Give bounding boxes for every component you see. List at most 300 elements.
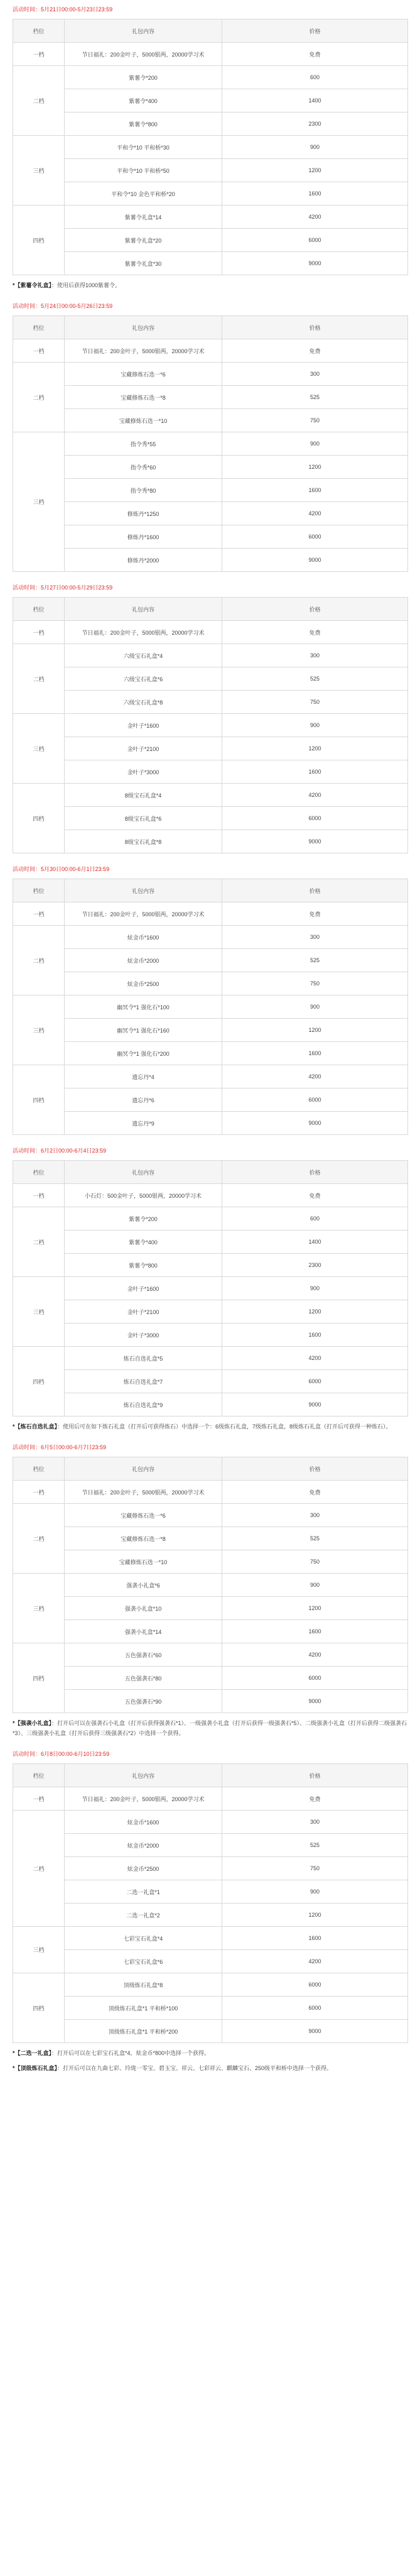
table-row: [13, 182, 408, 206]
price-cell: 4200: [222, 1065, 408, 1088]
table-row: [13, 995, 408, 1019]
table-row: [13, 159, 408, 182]
note-tag: *【二选一礼盒】: [13, 2050, 52, 2056]
table-row: [13, 1112, 408, 1135]
column-header: 档位: [13, 879, 65, 902]
gift-cell: 指令秀*60: [65, 456, 222, 479]
gift-note: [13, 1422, 407, 1432]
note-tag: *【炼石自选礼盒】: [13, 1423, 58, 1430]
price-cell: 300: [222, 1504, 408, 1527]
price-cell: 525: [222, 1834, 408, 1857]
table-row: [13, 409, 408, 432]
table-row: [13, 206, 408, 229]
column-header: 价格: [222, 1161, 408, 1184]
gift-cell: 炼石自选礼盒*9: [65, 1393, 222, 1417]
price-cell: 1200: [222, 456, 408, 479]
table-row: [13, 525, 408, 549]
gift-cell: 金叶子*3000: [65, 1324, 222, 1347]
table-row: [13, 807, 408, 830]
tier-cell: 二档: [13, 926, 65, 995]
table-header-row: [13, 1764, 408, 1787]
column-header: 档位: [13, 598, 65, 621]
price-cell: 1400: [222, 89, 408, 112]
price-cell: 600: [222, 66, 408, 89]
price-cell: 6000: [222, 1997, 408, 2020]
price-cell: 9000: [222, 2020, 408, 2043]
table-row: [13, 1597, 408, 1620]
gift-cell: 宝藏修炼石选一*10: [65, 409, 222, 432]
price-cell: 1600: [222, 1927, 408, 1950]
table-header-row: [13, 316, 408, 339]
price-cell: 525: [222, 667, 408, 691]
gift-cell: 炫金币*2500: [65, 972, 222, 995]
table-row: [13, 1834, 408, 1857]
table-row: [13, 1504, 408, 1527]
price-cell: 6000: [222, 1088, 408, 1112]
table-row: [13, 1254, 408, 1277]
table-row: [13, 1324, 408, 1347]
column-header: 价格: [222, 598, 408, 621]
table-row: [13, 1230, 408, 1254]
note-text: ：打开后可以在九曲七彩、玲珑一零宝、碧玉宝、祥云、七彩祥云、麒麟宝石、250级平和桥中选择一个获得。: [57, 2065, 333, 2071]
gift-cell: 修炼丹*1600: [65, 525, 222, 549]
tier-cell: 四档: [13, 1347, 65, 1417]
price-cell: 9000: [222, 252, 408, 275]
price-cell: 750: [222, 1857, 408, 1880]
table-row: [13, 549, 408, 572]
note-tag: *【紫薯令礼盒】: [13, 282, 52, 288]
price-cell: 免费: [222, 902, 408, 926]
price-cell: 9000: [222, 1112, 408, 1135]
gift-cell: 炫金币*1600: [65, 926, 222, 949]
gift-cell: 炼石自选礼盒*5: [65, 1347, 222, 1370]
price-cell: 6000: [222, 1667, 408, 1690]
price-cell: 1200: [222, 1597, 408, 1620]
column-header: 礼包内容: [65, 879, 222, 902]
column-header: 价格: [222, 1457, 408, 1481]
gift-cell: 炼石自选礼盒*7: [65, 1370, 222, 1393]
table-row: [13, 1481, 408, 1504]
column-header: 价格: [222, 19, 408, 43]
tier-cell: 一档: [13, 1481, 65, 1504]
gift-cell: 金叶子*2100: [65, 1300, 222, 1324]
price-cell: 4200: [222, 1950, 408, 1973]
price-cell: 900: [222, 714, 408, 737]
gift-cell: 宝藏修炼石选一*8: [65, 386, 222, 409]
gift-cell: 节日福礼：200金叶子，5000银两，20000学习术: [65, 1787, 222, 1811]
gift-cell: 七彩宝石礼盒*6: [65, 1950, 222, 1973]
price-cell: 4200: [222, 206, 408, 229]
price-cell: 4200: [222, 502, 408, 525]
tier-cell: 二档: [13, 1207, 65, 1277]
tier-cell: 三档: [13, 136, 65, 206]
gift-cell: 幽冥令*1 强化石*200: [65, 1042, 222, 1065]
gift-cell: 平和令*10 平和桥*30: [65, 136, 222, 159]
table-row: [13, 972, 408, 995]
gift-table: [13, 315, 408, 572]
price-cell: 2300: [222, 1254, 408, 1277]
activity-time: 活动时间：5月27日00:00-5月29日23:59: [13, 584, 113, 591]
table-row: [13, 502, 408, 525]
gift-cell: 宝藏修炼石选一*6: [65, 363, 222, 386]
gift-cell: 节日福礼：200金叶子，5000银两，20000学习术: [65, 1481, 222, 1504]
activity-time: 活动时间：6月8日00:00-6月10日23:59: [13, 1751, 110, 1757]
price-cell: 1600: [222, 1042, 408, 1065]
gift-table: [13, 1763, 408, 2043]
gift-cell: 小石灯：500金叶子，5000银两，20000学习术: [65, 1184, 222, 1207]
table-row: [13, 644, 408, 667]
column-header: 价格: [222, 1764, 408, 1787]
price-cell: 900: [222, 432, 408, 456]
price-cell: 免费: [222, 43, 408, 66]
activity-section: [13, 865, 407, 1135]
table-row: [13, 1787, 408, 1811]
gift-cell: 炫金币*2000: [65, 1834, 222, 1857]
gift-cell: 二选一礼盒*2: [65, 1904, 222, 1927]
tier-cell: 一档: [13, 1184, 65, 1207]
gift-cell: 顶级炼石礼盒*8: [65, 1973, 222, 1997]
table-row: [13, 691, 408, 714]
tier-cell: 一档: [13, 43, 65, 66]
price-cell: 525: [222, 949, 408, 972]
price-cell: 900: [222, 1277, 408, 1300]
tier-cell: 二档: [13, 1811, 65, 1927]
table-row: [13, 1042, 408, 1065]
table-row: [13, 926, 408, 949]
tier-cell: 三档: [13, 1927, 65, 1973]
gift-cell: 宝藏修炼石选一*6: [65, 1504, 222, 1527]
price-cell: 免费: [222, 1481, 408, 1504]
table-row: [13, 1620, 408, 1643]
table-row: [13, 737, 408, 760]
gift-cell: 遗忘丹*9: [65, 1112, 222, 1135]
activity-time: 活动时间：5月24日00:00-5月26日23:59: [13, 303, 113, 309]
gift-cell: 紫薯令*400: [65, 89, 222, 112]
price-cell: 750: [222, 409, 408, 432]
price-cell: 900: [222, 995, 408, 1019]
price-cell: 9000: [222, 1393, 408, 1417]
gift-note: [13, 2063, 407, 2073]
activity-section: [13, 302, 407, 572]
price-cell: 525: [222, 1527, 408, 1550]
table-row: [13, 43, 408, 66]
table-row: [13, 1690, 408, 1713]
price-cell: 6000: [222, 229, 408, 252]
tier-cell: 四档: [13, 206, 65, 275]
table-row: [13, 1207, 408, 1230]
table-row: [13, 1393, 408, 1417]
tier-cell: 一档: [13, 339, 65, 363]
gift-cell: 紫薯令*200: [65, 66, 222, 89]
table-row: [13, 1667, 408, 1690]
activity-time: 活动时间：5月30日00:00-6月1日23:59: [13, 866, 110, 872]
table-row: [13, 1347, 408, 1370]
table-row: [13, 229, 408, 252]
price-cell: 免费: [222, 621, 408, 644]
tier-cell: 二档: [13, 66, 65, 136]
table-row: [13, 1997, 408, 2020]
column-header: 价格: [222, 879, 408, 902]
activity-section: [13, 5, 407, 290]
table-row: [13, 760, 408, 784]
activity-section: [13, 1146, 407, 1432]
price-cell: 1600: [222, 1324, 408, 1347]
gift-cell: 七彩宝石礼盒*4: [65, 1927, 222, 1950]
price-cell: 6000: [222, 1370, 408, 1393]
table-row: [13, 1904, 408, 1927]
activity-section: [13, 583, 407, 853]
price-cell: 1600: [222, 182, 408, 206]
gift-note: [13, 1718, 407, 1738]
gift-cell: 修炼丹*2000: [65, 549, 222, 572]
column-header: 礼包内容: [65, 1457, 222, 1481]
price-cell: 1600: [222, 760, 408, 784]
tier-cell: 二档: [13, 644, 65, 714]
tier-cell: 一档: [13, 1787, 65, 1811]
gift-cell: 节日福礼：200金叶子，5000银两，20000学习术: [65, 902, 222, 926]
price-cell: 免费: [222, 1787, 408, 1811]
price-cell: 4200: [222, 1643, 408, 1667]
gift-cell: 五色强袭石*80: [65, 1667, 222, 1690]
table-row: [13, 2020, 408, 2043]
gift-table: [13, 879, 408, 1135]
table-row: [13, 1857, 408, 1880]
gift-cell: 六级宝石礼盒*6: [65, 667, 222, 691]
table-header-row: [13, 19, 408, 43]
gift-table: [13, 1457, 408, 1713]
table-row: [13, 1527, 408, 1550]
gift-cell: 金叶子*2100: [65, 737, 222, 760]
table-row: [13, 1973, 408, 1997]
price-cell: 1200: [222, 1019, 408, 1042]
gift-table: [13, 19, 408, 275]
gift-cell: 节日福礼：200金叶子，5000银两，20000学习术: [65, 43, 222, 66]
gift-cell: 8级宝石礼盒*8: [65, 830, 222, 853]
gift-cell: 遗忘丹*4: [65, 1065, 222, 1088]
table-row: [13, 1927, 408, 1950]
table-row: [13, 1277, 408, 1300]
gift-cell: 二选一礼盒*1: [65, 1880, 222, 1904]
activity-time: 活动时间：5月21日00:00-5月23日23:59: [13, 6, 113, 13]
table-row: [13, 1574, 408, 1597]
tier-cell: 三档: [13, 714, 65, 784]
price-cell: 1200: [222, 159, 408, 182]
gift-cell: 顶级炼石礼盒*1 平和桥*200: [65, 2020, 222, 2043]
gift-cell: 紫薯令礼盒*14: [65, 206, 222, 229]
gift-cell: 强袭小礼盒*6: [65, 1574, 222, 1597]
price-cell: 900: [222, 136, 408, 159]
note-text: ：使用后获得1000紫薯令。: [51, 282, 121, 288]
price-cell: 6000: [222, 525, 408, 549]
note-tag: *【顶级炼石礼盒】: [13, 2065, 58, 2071]
activity-time: 活动时间：6月2日00:00-6月4日23:59: [13, 1148, 107, 1154]
table-row: [13, 339, 408, 363]
tier-cell: 四档: [13, 784, 65, 853]
activity-section: [13, 1443, 407, 1738]
price-cell: 免费: [222, 339, 408, 363]
gift-cell: 指令秀*80: [65, 479, 222, 502]
table-row: [13, 621, 408, 644]
table-row: [13, 1300, 408, 1324]
gift-cell: 幽冥令*1 强化石*160: [65, 1019, 222, 1042]
price-cell: 4200: [222, 784, 408, 807]
gift-note: [13, 2048, 407, 2058]
gift-cell: 金叶子*3000: [65, 760, 222, 784]
table-row: [13, 1950, 408, 1973]
price-cell: 9000: [222, 1690, 408, 1713]
gift-cell: 紫薯令礼盒*30: [65, 252, 222, 275]
gift-cell: 炫金币*2500: [65, 1857, 222, 1880]
gift-cell: 六级宝石礼盒*4: [65, 644, 222, 667]
tier-cell: 一档: [13, 621, 65, 644]
column-header: 礼包内容: [65, 1764, 222, 1787]
gift-cell: 幽冥令*1 强化石*100: [65, 995, 222, 1019]
price-cell: 1600: [222, 479, 408, 502]
gift-cell: 节日福礼：200金叶子，5000银两，20000学习术: [65, 339, 222, 363]
gift-cell: 紫薯令*800: [65, 112, 222, 136]
table-row: [13, 66, 408, 89]
table-row: [13, 1550, 408, 1574]
tier-cell: 四档: [13, 1973, 65, 2043]
gift-cell: 紫薯令礼盒*20: [65, 229, 222, 252]
price-cell: 1200: [222, 1300, 408, 1324]
gift-cell: 金叶子*1600: [65, 1277, 222, 1300]
table-row: [13, 1880, 408, 1904]
table-row: [13, 1184, 408, 1207]
table-header-row: [13, 598, 408, 621]
gift-table: [13, 1160, 408, 1417]
column-header: 礼包内容: [65, 598, 222, 621]
table-header-row: [13, 1161, 408, 1184]
tier-cell: 三档: [13, 1277, 65, 1347]
price-cell: 600: [222, 1207, 408, 1230]
table-row: [13, 1370, 408, 1393]
activity-section: [13, 1750, 407, 2073]
table-header-row: [13, 879, 408, 902]
price-cell: 300: [222, 1811, 408, 1834]
price-cell: 300: [222, 363, 408, 386]
gift-note: [13, 280, 407, 290]
gift-cell: 强袭小礼盒*10: [65, 1597, 222, 1620]
gift-cell: 宝藏修炼石选一*10: [65, 1550, 222, 1574]
table-row: [13, 112, 408, 136]
gift-cell: 遗忘丹*6: [65, 1088, 222, 1112]
table-row: [13, 456, 408, 479]
table-row: [13, 363, 408, 386]
tier-cell: 三档: [13, 995, 65, 1065]
price-cell: 1200: [222, 1904, 408, 1927]
gift-cell: 平和令*10 金色平和桥*20: [65, 182, 222, 206]
table-row: [13, 89, 408, 112]
gift-cell: 节日福礼：200金叶子，5000银两，20000学习术: [65, 621, 222, 644]
gift-cell: 五色强袭石*60: [65, 1643, 222, 1667]
table-row: [13, 386, 408, 409]
table-row: [13, 479, 408, 502]
price-cell: 免费: [222, 1184, 408, 1207]
column-header: 礼包内容: [65, 316, 222, 339]
gift-cell: 炫金币*2000: [65, 949, 222, 972]
price-cell: 1400: [222, 1230, 408, 1254]
table-row: [13, 784, 408, 807]
column-header: 礼包内容: [65, 19, 222, 43]
table-row: [13, 714, 408, 737]
note-text: ：使用后可在如下炼石礼盒（打开后可获得炼石）中选择一个：6级炼石礼盒，7级炼石礼盒，8级炼石礼盒（打开后可获得一种炼石）。: [57, 1423, 392, 1430]
tier-cell: 二档: [13, 1504, 65, 1574]
table-row: [13, 252, 408, 275]
gift-cell: 紫薯令*200: [65, 1207, 222, 1230]
table-row: [13, 136, 408, 159]
tier-cell: 四档: [13, 1643, 65, 1713]
gift-cell: 六级宝石礼盒*8: [65, 691, 222, 714]
tier-cell: 二档: [13, 363, 65, 432]
note-tag: *【强袭小礼盒】: [13, 1720, 52, 1726]
price-cell: 300: [222, 926, 408, 949]
table-row: [13, 902, 408, 926]
table-row: [13, 432, 408, 456]
gift-cell: 宝藏修炼石选一*8: [65, 1527, 222, 1550]
price-cell: 1600: [222, 1620, 408, 1643]
table-row: [13, 667, 408, 691]
table-header-row: [13, 1457, 408, 1481]
column-header: 档位: [13, 316, 65, 339]
column-header: 价格: [222, 316, 408, 339]
price-cell: 900: [222, 1880, 408, 1904]
price-cell: 9000: [222, 830, 408, 853]
column-header: 档位: [13, 1764, 65, 1787]
note-text: ：打开后可以在强袭石小礼盒（打开后获得强袭石*1）、一级强袭小礼盒（打开后获得一级强袭石*5）、二级强袭小礼盒（打开后获得二级强袭石*3）、三级强袭小礼盒（打开后获得三级强袭石*2）中选择一个获得。: [13, 1720, 407, 1736]
column-header: 礼包内容: [65, 1161, 222, 1184]
table-row: [13, 830, 408, 853]
price-cell: 750: [222, 691, 408, 714]
gift-cell: 强袭小礼盒*14: [65, 1620, 222, 1643]
gift-table: [13, 597, 408, 853]
gift-cell: 五色强袭石*90: [65, 1690, 222, 1713]
gift-cell: 指令秀*55: [65, 432, 222, 456]
gift-cell: 修炼丹*1250: [65, 502, 222, 525]
price-cell: 750: [222, 972, 408, 995]
note-text: ：打开后可以在七彩宝石礼盒*4，炫金币*800中选择一个获得。: [51, 2050, 210, 2056]
tier-cell: 三档: [13, 1574, 65, 1643]
price-cell: 300: [222, 644, 408, 667]
column-header: 档位: [13, 1161, 65, 1184]
tier-cell: 三档: [13, 432, 65, 572]
gift-cell: 8级宝石礼盒*6: [65, 807, 222, 830]
price-cell: 9000: [222, 549, 408, 572]
price-cell: 1200: [222, 737, 408, 760]
column-header: 档位: [13, 1457, 65, 1481]
table-row: [13, 1643, 408, 1667]
tier-cell: 四档: [13, 1065, 65, 1135]
gift-cell: 炫金币*1600: [65, 1811, 222, 1834]
price-cell: 750: [222, 1550, 408, 1574]
activity-time: 活动时间：6月5日00:00-6月7日23:59: [13, 1444, 107, 1450]
price-cell: 2300: [222, 112, 408, 136]
price-cell: 525: [222, 386, 408, 409]
gift-cell: 金叶子*1600: [65, 714, 222, 737]
gift-cell: 8级宝石礼盒*4: [65, 784, 222, 807]
table-row: [13, 1811, 408, 1834]
table-row: [13, 1065, 408, 1088]
table-row: [13, 1019, 408, 1042]
price-cell: 6000: [222, 1973, 408, 1997]
price-cell: 4200: [222, 1347, 408, 1370]
table-row: [13, 949, 408, 972]
column-header: 档位: [13, 19, 65, 43]
tier-cell: 一档: [13, 902, 65, 926]
price-cell: 6000: [222, 807, 408, 830]
gift-cell: 紫薯令*800: [65, 1254, 222, 1277]
gift-cell: 紫薯令*400: [65, 1230, 222, 1254]
